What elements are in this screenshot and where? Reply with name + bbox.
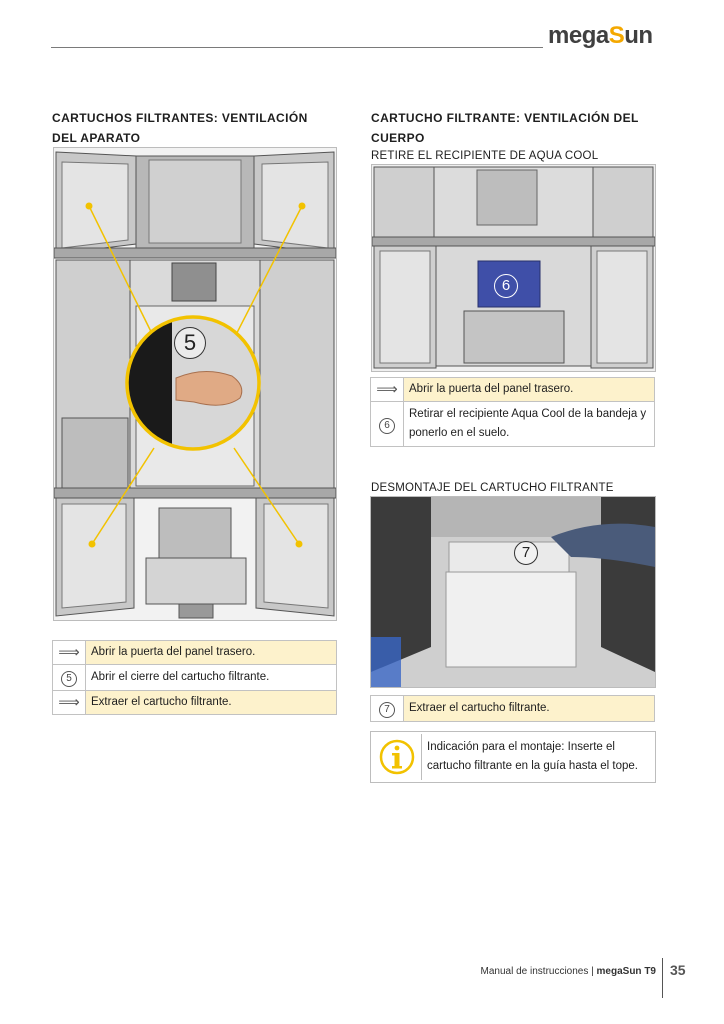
- header-rule: [51, 47, 543, 48]
- page-number: 35: [670, 962, 686, 978]
- info-text: Indicación para el montaje: Inserte el cartucho filtrante en la guía hasta el tope.: [427, 741, 638, 772]
- step-row: [371, 378, 655, 402]
- step-text: Abrir la puerta del panel trasero.: [404, 378, 655, 402]
- subheading-removal: DESMONTAJE DEL CARTUCHO FILTRANTE: [371, 482, 614, 494]
- solarium-illustration: [54, 148, 336, 620]
- step-row: [371, 402, 655, 447]
- arrow-icon: ⟹: [371, 378, 404, 402]
- aqua-cool-illustration: [372, 165, 655, 371]
- step-text: Extraer el cartucho filtrante.: [86, 691, 337, 715]
- right-heading: CARTUCHO FILTRANTE: VENTILACIÓN DEL CUERPO: [371, 111, 639, 145]
- callout-5: 5: [174, 327, 206, 359]
- right-steps-table-1: [370, 377, 655, 447]
- aqua-cool-figure: [371, 164, 656, 372]
- left-heading: CARTUCHOS FILTRANTES: VENTILACIÓN DEL APARATO: [52, 111, 308, 145]
- step-number-icon: 5: [61, 671, 77, 687]
- step-text: Abrir el cierre del cartucho filtrante.: [86, 665, 337, 691]
- step-text: Extraer el cartucho filtrante.: [404, 696, 655, 722]
- step-number-icon: 6: [379, 418, 395, 434]
- step-row: [371, 696, 655, 722]
- step-number-icon: 7: [379, 702, 395, 718]
- cartridge-photo-illustration: [371, 497, 655, 687]
- step-row: [53, 641, 337, 665]
- right-steps-table-2: [370, 695, 655, 722]
- subheading-aqua-cool: RETIRE EL RECIPIENTE DE AQUA COOL: [371, 150, 599, 162]
- solarium-figure: [53, 147, 337, 621]
- footer-divider: [662, 958, 663, 998]
- info-box: [370, 731, 656, 783]
- info-icon: [373, 734, 422, 780]
- step-text: Abrir la puerta del panel trasero.: [86, 641, 337, 665]
- callout-6: 6: [494, 274, 518, 298]
- step-row: [53, 691, 337, 715]
- arrow-icon: ⟹: [53, 691, 86, 715]
- step-row: [53, 665, 337, 691]
- callout-7: 7: [514, 541, 538, 565]
- step-text: Retirar el recipiente Aqua Cool de la bandeja y ponerlo en el suelo.: [404, 402, 655, 447]
- arrow-icon: ⟹: [53, 641, 86, 665]
- brand-logo: megaSun: [548, 22, 653, 49]
- left-steps-table: [52, 640, 337, 715]
- cartridge-photo: [370, 496, 656, 688]
- footer-manual: Manual de instrucciones | megaSun T9: [480, 966, 656, 977]
